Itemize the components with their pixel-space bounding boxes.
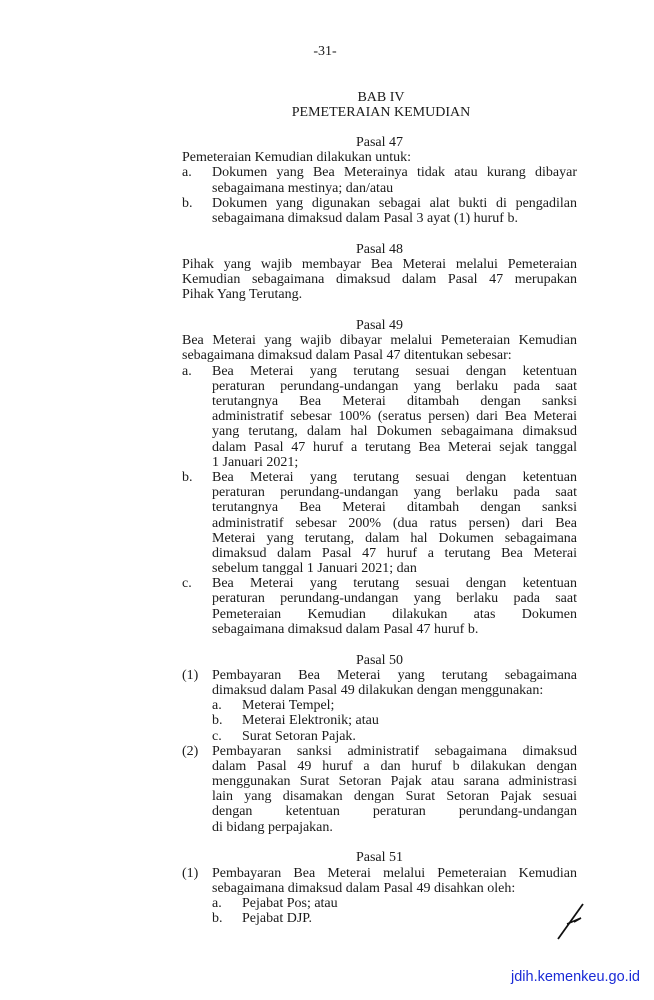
list-label: (2): [182, 743, 199, 759]
text-line: Bea Meterai yang terutang sesuai dengan ketentuan: [212, 576, 577, 592]
block-text: [242, 729, 577, 744]
article-heading: Pasal 49: [355, 318, 404, 334]
list-label: a.: [182, 165, 192, 181]
list-item: [182, 470, 577, 576]
article-heading: Pasal 51: [355, 850, 404, 866]
text-line: Dokumen yang digunakan sebagai alat bukti di pengadilan: [212, 195, 577, 211]
text-line: peraturan perundang-undangan yang berlaku pada saat: [212, 591, 577, 607]
text-line: sebagaimana dimaksud dalam Pasal 47 ditentukan sebesar:: [182, 348, 512, 364]
sub-list-item: [182, 911, 577, 926]
text-line: Surat Setoran Pajak.: [242, 728, 356, 744]
text-line: terutangnya Bea Meterai ditambah dengan sanksi: [212, 394, 577, 409]
text-line: sebagaimana dimaksud dalam Pasal 49 disahkan oleh:: [212, 880, 516, 896]
text-line: dengan ketentuan peraturan perundang-undangan: [212, 804, 577, 820]
list-label: c.: [212, 728, 222, 744]
block-text: [212, 470, 577, 576]
text-line: Meterai yang terutang, dalam hal Dokumen sebagaimana: [212, 530, 577, 546]
text-line: Kemudian sebagaimana dimaksud dalam Pasal 47 merupakan: [182, 272, 577, 288]
text-line: Bea Meterai yang terutang sesuai dengan ketentuan: [212, 363, 577, 379]
text-line: Meterai Tempel;: [242, 698, 335, 714]
text-line: menggunakan Surat Setoran Pajak atau sarana administrasi: [212, 774, 577, 790]
text-line: lain yang disamakan dengan Surat Setoran Pajak sesuai: [212, 789, 577, 805]
list-label: a.: [212, 896, 222, 911]
block-text: [212, 668, 577, 698]
sub-list-item: [182, 713, 577, 728]
block-text: [182, 150, 577, 165]
block-text: [182, 257, 577, 303]
block-text: [242, 698, 577, 713]
text-line: peraturan perundang-undangan yang berlaku pada saat: [212, 378, 577, 394]
block-text: [212, 576, 577, 637]
block-text: [212, 165, 577, 195]
list-label: a.: [182, 363, 192, 379]
text-line: Pembayaran Bea Meterai yang terutang sebagaimana: [212, 667, 577, 683]
block-text: [182, 333, 577, 363]
list-label: (1): [182, 667, 199, 683]
list-item: [182, 196, 577, 226]
block-text: [242, 713, 577, 728]
article-section: [182, 850, 577, 926]
text-line: Meterai Elektronik; atau: [242, 713, 379, 729]
text-line: dimaksud dalam Pasal 49 dilakukan dengan menggunakan:: [212, 682, 544, 698]
text-line: sebagaimana mestinya; dan/atau: [212, 180, 394, 196]
list-item: [182, 668, 577, 698]
text-line: Pemeteraian Kemudian dilakukan untuk:: [182, 150, 411, 166]
document-body: [182, 135, 577, 942]
list-item: [182, 576, 577, 637]
text-line: Pejabat DJP.: [242, 911, 312, 927]
text-line: Bea Meterai yang wajib dibayar melalui Pemeteraian Kemudian: [182, 333, 577, 349]
text-line: di bidang perpajakan.: [212, 819, 333, 835]
list-label: b.: [182, 469, 193, 485]
watermark-link[interactable]: jdih.kemenkeu.go.id: [511, 969, 640, 985]
list-item: [182, 364, 577, 470]
article-heading: Pasal 47: [355, 135, 404, 150]
list-label: b.: [212, 713, 223, 729]
text-line: Pihak yang wajib membayar Bea Meterai melalui Pemeteraian: [182, 256, 577, 272]
article-heading: Pasal 48: [355, 241, 404, 257]
text-line: 1 Januari 2021;: [212, 454, 299, 470]
text-line: dalam Pasal 47 huruf a terutang Bea Meterai sejak tanggal: [212, 439, 577, 455]
list-label: (1): [182, 865, 199, 881]
list-item: [182, 866, 577, 896]
block-text: [212, 196, 577, 226]
block-text: [212, 866, 577, 896]
initial-signature-icon: [555, 900, 589, 942]
text-line: yang terutang, dalam hal Dokumen sebagaimana dimaksud: [212, 424, 577, 440]
block-text: [212, 364, 577, 470]
text-line: administratif sebesar 100% (seratus persen) dari Bea Meterai: [212, 409, 577, 425]
text-line: Pembayaran Bea Meterai melalui Pemeteraian Kemudian: [212, 865, 577, 881]
article-section: [182, 135, 577, 226]
list-label: b.: [182, 195, 193, 211]
text-line: peraturan perundang-undangan yang berlaku pada saat: [212, 485, 577, 501]
list-label: c.: [182, 576, 192, 592]
list-item: [182, 744, 577, 835]
block-text: [212, 744, 577, 835]
list-label: a.: [212, 698, 222, 714]
text-line: dalam Pasal 49 huruf a dan huruf b dilakukan dengan: [212, 758, 577, 774]
text-line: dimaksud dalam Pasal 47 huruf a terutang Bea Meterai: [212, 545, 577, 561]
text-line: sebagaimana dimaksud dalam Pasal 47 huruf b.: [212, 621, 479, 637]
text-line: Pembayaran sanksi administratif sebagaimana dimaksud: [212, 743, 577, 759]
text-line: administratif sebesar 200% (dua ratus persen) dari Bea: [212, 515, 577, 531]
article-section: [182, 653, 577, 835]
article-section: [182, 242, 577, 303]
text-line: Pemeteraian Kemudian dilakukan atas Dokumen: [212, 606, 577, 622]
list-item: [182, 165, 577, 195]
chapter-number: BAB IV: [357, 90, 405, 105]
sub-list-item: [182, 729, 577, 744]
block-text: [242, 911, 577, 926]
sub-list-item: [182, 896, 577, 911]
text-line: Dokumen yang Bea Meterainya tidak atau kurang dibayar: [212, 165, 577, 181]
text-line: Bea Meterai yang terutang sesuai dengan ketentuan: [212, 469, 577, 485]
block-text: [242, 896, 577, 911]
text-line: sebagaimana dimaksud dalam Pasal 3 ayat (1) huruf b.: [212, 210, 518, 226]
page-number: -31-: [313, 44, 337, 59]
article-heading: Pasal 50: [355, 652, 404, 668]
text-line: terutangnya Bea Meterai ditambah dengan sanksi: [212, 500, 577, 516]
text-line: sebelum tanggal 1 Januari 2021; dan: [212, 561, 417, 577]
article-section: [182, 318, 577, 637]
text-line: Pejabat Pos; atau: [242, 896, 338, 911]
sub-list-item: [182, 698, 577, 713]
text-line: Pihak Yang Terutang.: [182, 287, 303, 303]
chapter-title: PEMETERAIAN KEMUDIAN: [291, 105, 471, 120]
list-label: b.: [212, 911, 223, 927]
